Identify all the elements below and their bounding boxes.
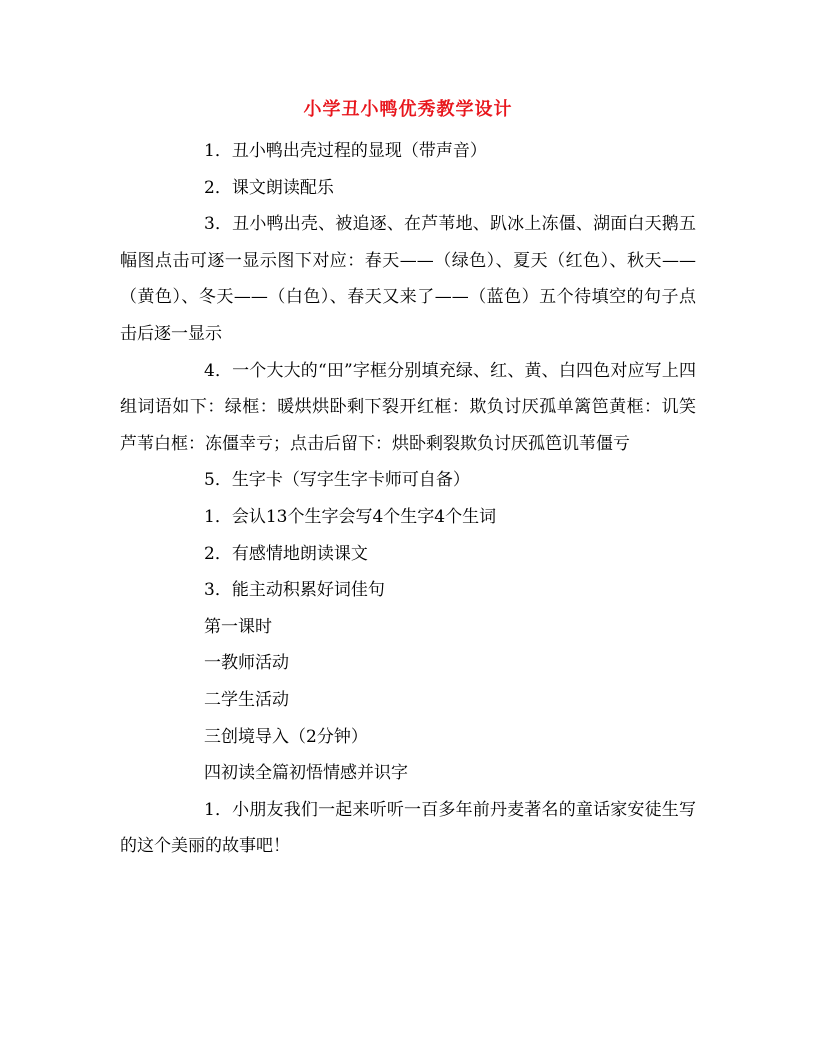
paragraph: 第一课时 <box>204 616 272 637</box>
paragraph: 1．小朋友我们一起来听听一百多年前丹麦著名的童话家安徒生写的这个美丽的故事吧！ <box>120 799 696 857</box>
paragraph: 5．生字卡（写字生字卡师可自备） <box>204 470 470 491</box>
document-body <box>120 133 696 865</box>
paragraph: 2．课文朗读配乐 <box>204 177 334 198</box>
paragraph: 1．会认13个生字会写4个生字4个生词 <box>204 506 497 527</box>
paragraph: 1．丑小鸭出壳过程的显现（带声音） <box>204 141 487 161</box>
paragraph: 3．能主动积累好词佳句 <box>204 580 385 601</box>
paragraph: 3．丑小鸭出壳、被追逐、在芦苇地、趴冰上冻僵、湖面白天鹅五幅图点击可逐一显示图下对应：春天——（绿色）、夏天（红色）、秋天——（黄色）、冬天——（白色）、春天又来了——（蓝色）五个待填空的句子点击后逐一显示 <box>120 214 696 344</box>
paragraph: 一教师活动 <box>204 653 289 674</box>
paragraph: 三创境导入（2分钟） <box>204 726 368 747</box>
paragraph: 二学生活动 <box>204 689 289 710</box>
document-title: 小学丑小鸭优秀教学设计 <box>303 99 513 120</box>
paragraph: 2．有感情地朗读课文 <box>204 543 368 564</box>
paragraph: 四初读全篇初悟情感并识字 <box>204 763 408 784</box>
paragraph: 4．一个大大的“田”字框分别填充绿、红、黄、白四色对应写上四组词语如下：绿框：暖烘烘卧剩下裂开红框：欺负讨厌孤单篱笆黄框：讥笑芦苇白框：冻僵幸亏；点击后留下：烘卧剩裂欺负讨厌孤笆讥苇僵亏 <box>120 360 696 454</box>
